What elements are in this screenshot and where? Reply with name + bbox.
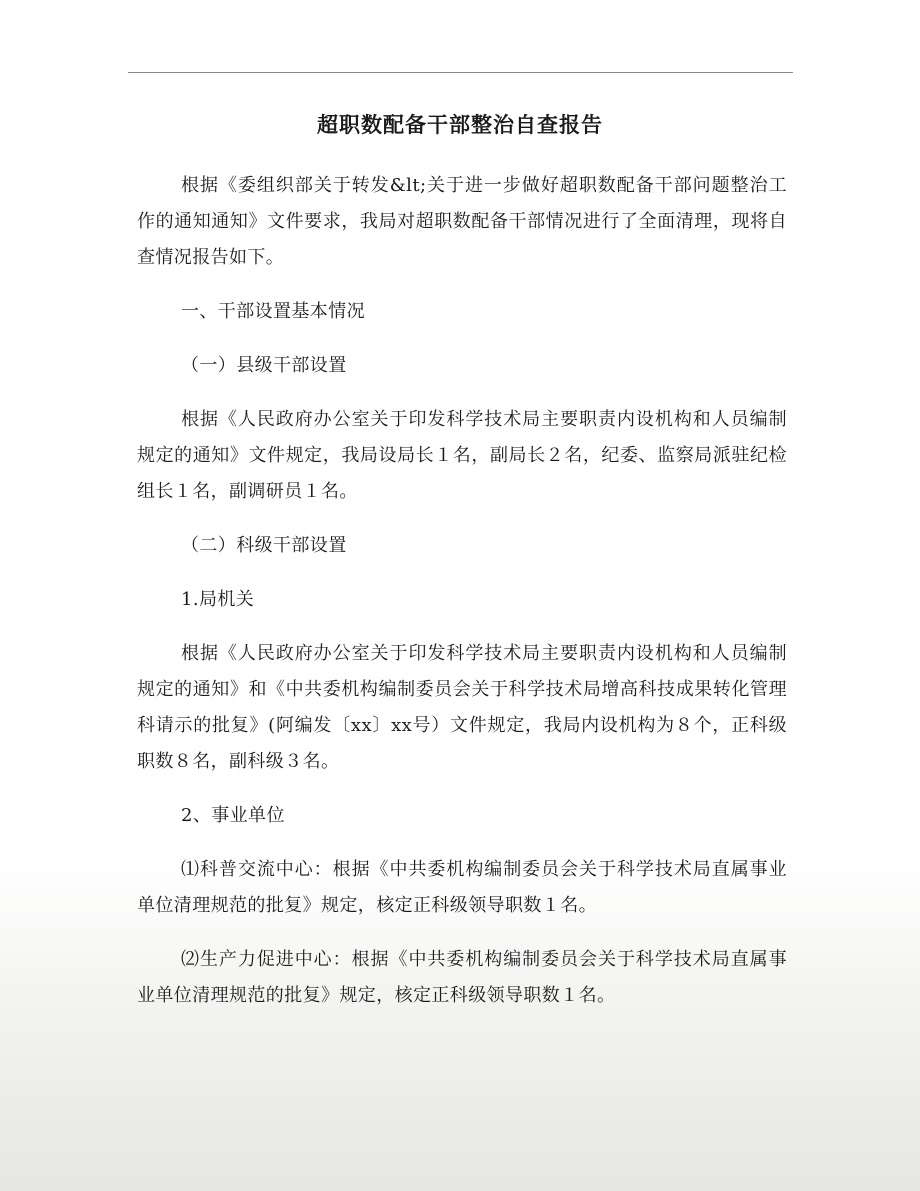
productivity-center-paragraph: ⑵生产力促进中心：根据《中共委机构编制委员会关于科学技术局直属事业单位清理规范的批复》规定，核定正科级领导职数１名。 xyxy=(137,949,787,1006)
county-level-paragraph: 根据《人民政府办公室关于印发科学技术局主要职责内设机构和人员编制规定的通知》文件规定，我局设局长１名，副局长２名，纪委、监察局派驻纪检组长１名，副调研员１名。 xyxy=(137,409,787,502)
document-title: 超职数配备干部整治自查报告 xyxy=(317,112,603,137)
header-rule xyxy=(128,72,793,73)
science-exchange-paragraph: ⑴科普交流中心：根据《中共委机构编制委员会关于科学技术局直属事业单位清理规范的批复》规定，核定正科级领导职数１名。 xyxy=(137,859,787,916)
item-heading-bureau: 1.局机关 xyxy=(181,589,255,610)
bureau-paragraph: 根据《人民政府办公室关于印发科学技术局主要职责内设机构和人员编制规定的通知》和《中共委机构编制委员会关于科学技术局增高科技成果转化管理科请示的批复》(阿编发〔xx〕xx号）文件规定，我局内设机构为８个，正科级职数８名，副科级３名。 xyxy=(137,643,787,772)
subsection-heading-1: （一）县级干部设置 xyxy=(181,355,347,376)
subsection-heading-2: （二）科级干部设置 xyxy=(181,535,347,556)
document-body xyxy=(137,168,787,1014)
section-heading-1: 一、干部设置基本情况 xyxy=(181,301,365,322)
item-heading-institutions: 2、事业单位 xyxy=(181,805,285,826)
intro-paragraph: 根据《委组织部关于转发&lt;关于进一步做好超职数配备干部问题整治工作的通知通知》文件要求，我局对超职数配备干部情况进行了全面清理，现将自查情况报告如下。 xyxy=(137,175,787,268)
